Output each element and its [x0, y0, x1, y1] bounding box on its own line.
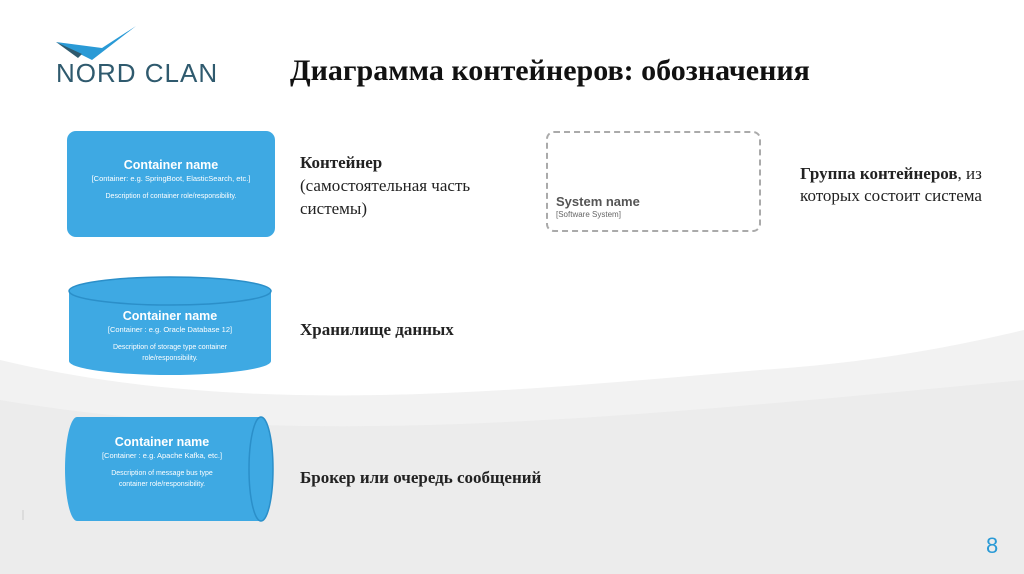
system-group-caption-title: Группа контейнеров [800, 164, 958, 183]
queue-shape [63, 415, 275, 523]
queue-type: [Container : e.g. Apache Kafka, etc.] [101, 451, 223, 460]
queue-name: Container name [114, 435, 210, 449]
queue-description [63, 468, 261, 490]
container-caption [300, 151, 530, 220]
page-number: 8 [986, 533, 999, 558]
queue-description-line2: container role/responsibility. [118, 481, 206, 488]
container-name: Container name [123, 158, 219, 172]
database-description [67, 342, 273, 364]
container-caption-title: Контейнер [300, 153, 383, 172]
system-type: [Software System] [556, 210, 621, 219]
system-group-shape [546, 131, 761, 232]
container-caption-rest: (самостоятельная часть системы) [300, 176, 471, 218]
queue-caption: Брокер или очередь сообщений [300, 468, 542, 487]
page-title: Диаграмма контейнеров: обозначения [290, 54, 810, 87]
system-group-caption-rest: , из которых состоит система [800, 164, 982, 205]
logo-text: NORD CLAN [56, 58, 219, 88]
database-name: Container name [122, 309, 218, 323]
database-type: [Container : e.g. Oracle Database 12] [107, 325, 233, 334]
database-shape [67, 275, 273, 378]
decor-mark [22, 510, 24, 520]
database-description-line1: Description of storage type container [112, 344, 227, 351]
system-group-caption [776, 163, 1006, 207]
database-caption: Хранилище данных [300, 320, 454, 339]
system-name: System name [556, 194, 640, 209]
container-shape [67, 131, 275, 237]
database-description-line2: role/responsibility. [142, 355, 198, 362]
queue-description-line1: Description of message bus type [111, 470, 213, 477]
container-description: Description of container role/responsibility. [105, 193, 237, 200]
container-type: [Container: e.g. SpringBoot, ElasticSearch, etc.] [91, 174, 251, 183]
